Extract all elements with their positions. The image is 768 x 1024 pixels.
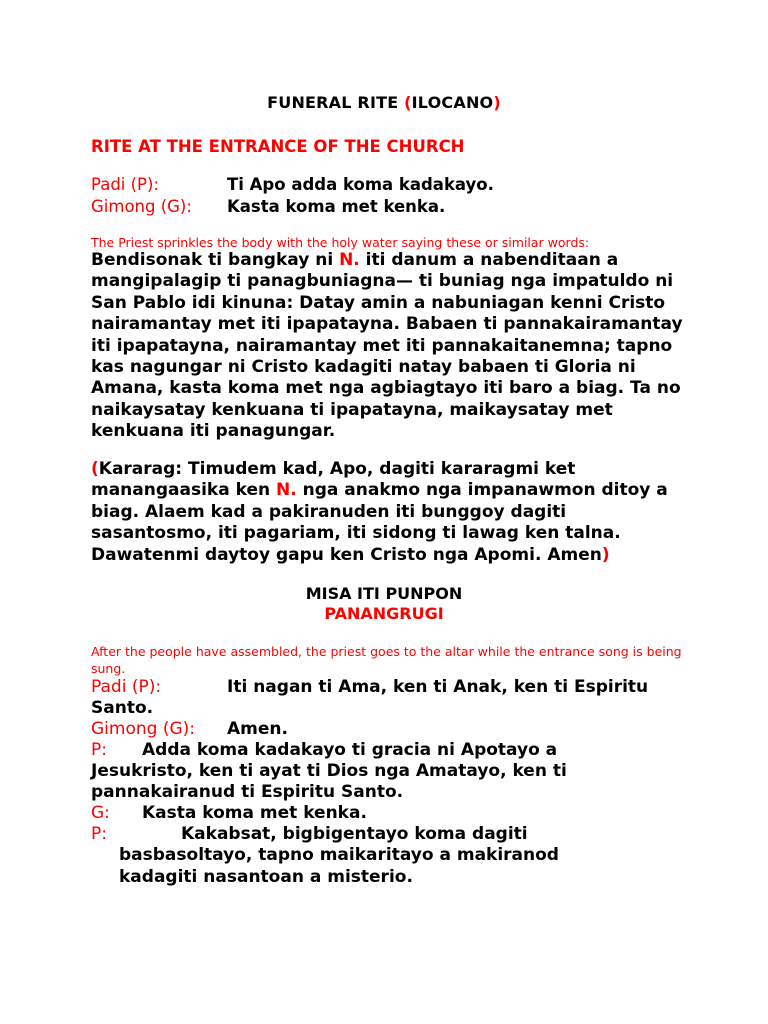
name-placeholder: N. xyxy=(339,250,360,270)
blessing-paragraph xyxy=(91,250,691,443)
prayer-text-start: Kararag: Timudem kad, Apo, dagiti kararagmi ket manangaasika ken xyxy=(91,459,576,501)
dialog-text: Amen. xyxy=(227,719,288,739)
speaker-label: Padi (P): xyxy=(91,175,160,194)
dialog-text: Kasta koma met kenka. xyxy=(227,197,446,216)
dialog-continuation: kadagiti nasantoan a misterio. xyxy=(119,867,413,887)
dialog-text: Adda koma kadakayo ti gracia ni Apotayo a xyxy=(142,740,558,760)
dialog-line-people-response xyxy=(91,803,367,823)
dialog-text: Ti Apo adda koma kadakayo. xyxy=(227,175,494,194)
prayer-paren-close: ) xyxy=(601,544,610,565)
title-language: ILOCANO xyxy=(411,93,494,112)
name-placeholder: N. xyxy=(276,480,297,501)
speaker-label: P: xyxy=(91,824,107,844)
dialog-continuation: Santo. xyxy=(91,698,154,718)
speaker-label: G: xyxy=(91,803,110,823)
dialog-text: Kasta koma met kenka. xyxy=(142,803,367,823)
speaker-label: P: xyxy=(91,740,107,760)
dialog-continuation: basbasoltayo, tapno maikaritayo a makiranod xyxy=(119,845,559,865)
title-paren-close: ) xyxy=(493,93,501,112)
blessing-text-rest: iti danum a nabenditaan a mangipalagip ti panagbuniagna— ti buniag nga impatuldo ni San Pablo idi kinuna: Datay amin a nabuniagan kenni Cristo nairamantay met iti ipapatayna. Babaen ti pannakairamantay iti ipapatayna, nairamantay met iti pannakaitanemna; tapno kas nagungar ni Cristo kadagiti natay babaen ti Gloria ni Amana, kasta koma met nga agbiagtayo iti baro a biag. Ta no naikaysatay kenkuana ti ipapatayna, maikaysatay met kenkuana iti panagungar. xyxy=(91,250,683,442)
title-text: FUNERAL RITE xyxy=(267,93,405,112)
page-title xyxy=(0,93,768,112)
dialog-text: Iti nagan ti Ama, ken ti Anak, ken ti Espiritu xyxy=(227,677,649,697)
prayer-text-rest: nga anakmo nga impanawmon ditoy a biag. Alaem kad a pakiranuden iti bunggoy dagiti sasantosmo, iti pagariam, iti sidong ti lawag ken talna. Dawatenmi daytoy gapu ken Cristo nga Apomi. Amen xyxy=(91,480,668,565)
dialog-line-priest xyxy=(91,175,494,194)
prayer-paragraph xyxy=(91,459,691,566)
dialog-line-people xyxy=(91,197,445,216)
mass-subtitle: PANANGRUGI xyxy=(324,604,444,623)
speaker-label: Gimong (G): xyxy=(91,719,195,739)
dialog-continuation: pannakairanud ti Espiritu Santo. xyxy=(91,782,404,802)
speaker-label: Padi (P): xyxy=(91,677,162,697)
dialog-line-people-amen xyxy=(91,719,288,739)
dialog-continuation: Jesukristo, ken ti ayat ti Dios nga Amatayo, ken ti xyxy=(91,761,567,781)
mass-title: MISA ITI PUNPON xyxy=(305,584,463,603)
dialog-text: Kakabsat, bigbigentayo koma dagiti xyxy=(181,824,528,844)
rubric-sprinkling: The Priest sprinkles the body with the holy water saying these or similar words: xyxy=(91,235,590,250)
dialog-line-priest-sign xyxy=(91,677,648,697)
dialog-line-priest-penitential xyxy=(91,824,528,844)
speaker-label: Gimong (G): xyxy=(91,197,192,216)
title-paren-open: ( xyxy=(404,93,412,112)
section-heading-entrance: RITE AT THE ENTRANCE OF THE CHURCH xyxy=(91,137,465,156)
prayer-paren-open: ( xyxy=(91,459,99,479)
blessing-text-start: Bendisonak ti bangkay ni xyxy=(91,250,340,270)
dialog-line-priest-greeting xyxy=(91,740,557,760)
rubric-entrance-song: After the people have assembled, the priest goes to the altar while the entrance song is being sung. xyxy=(91,644,682,676)
